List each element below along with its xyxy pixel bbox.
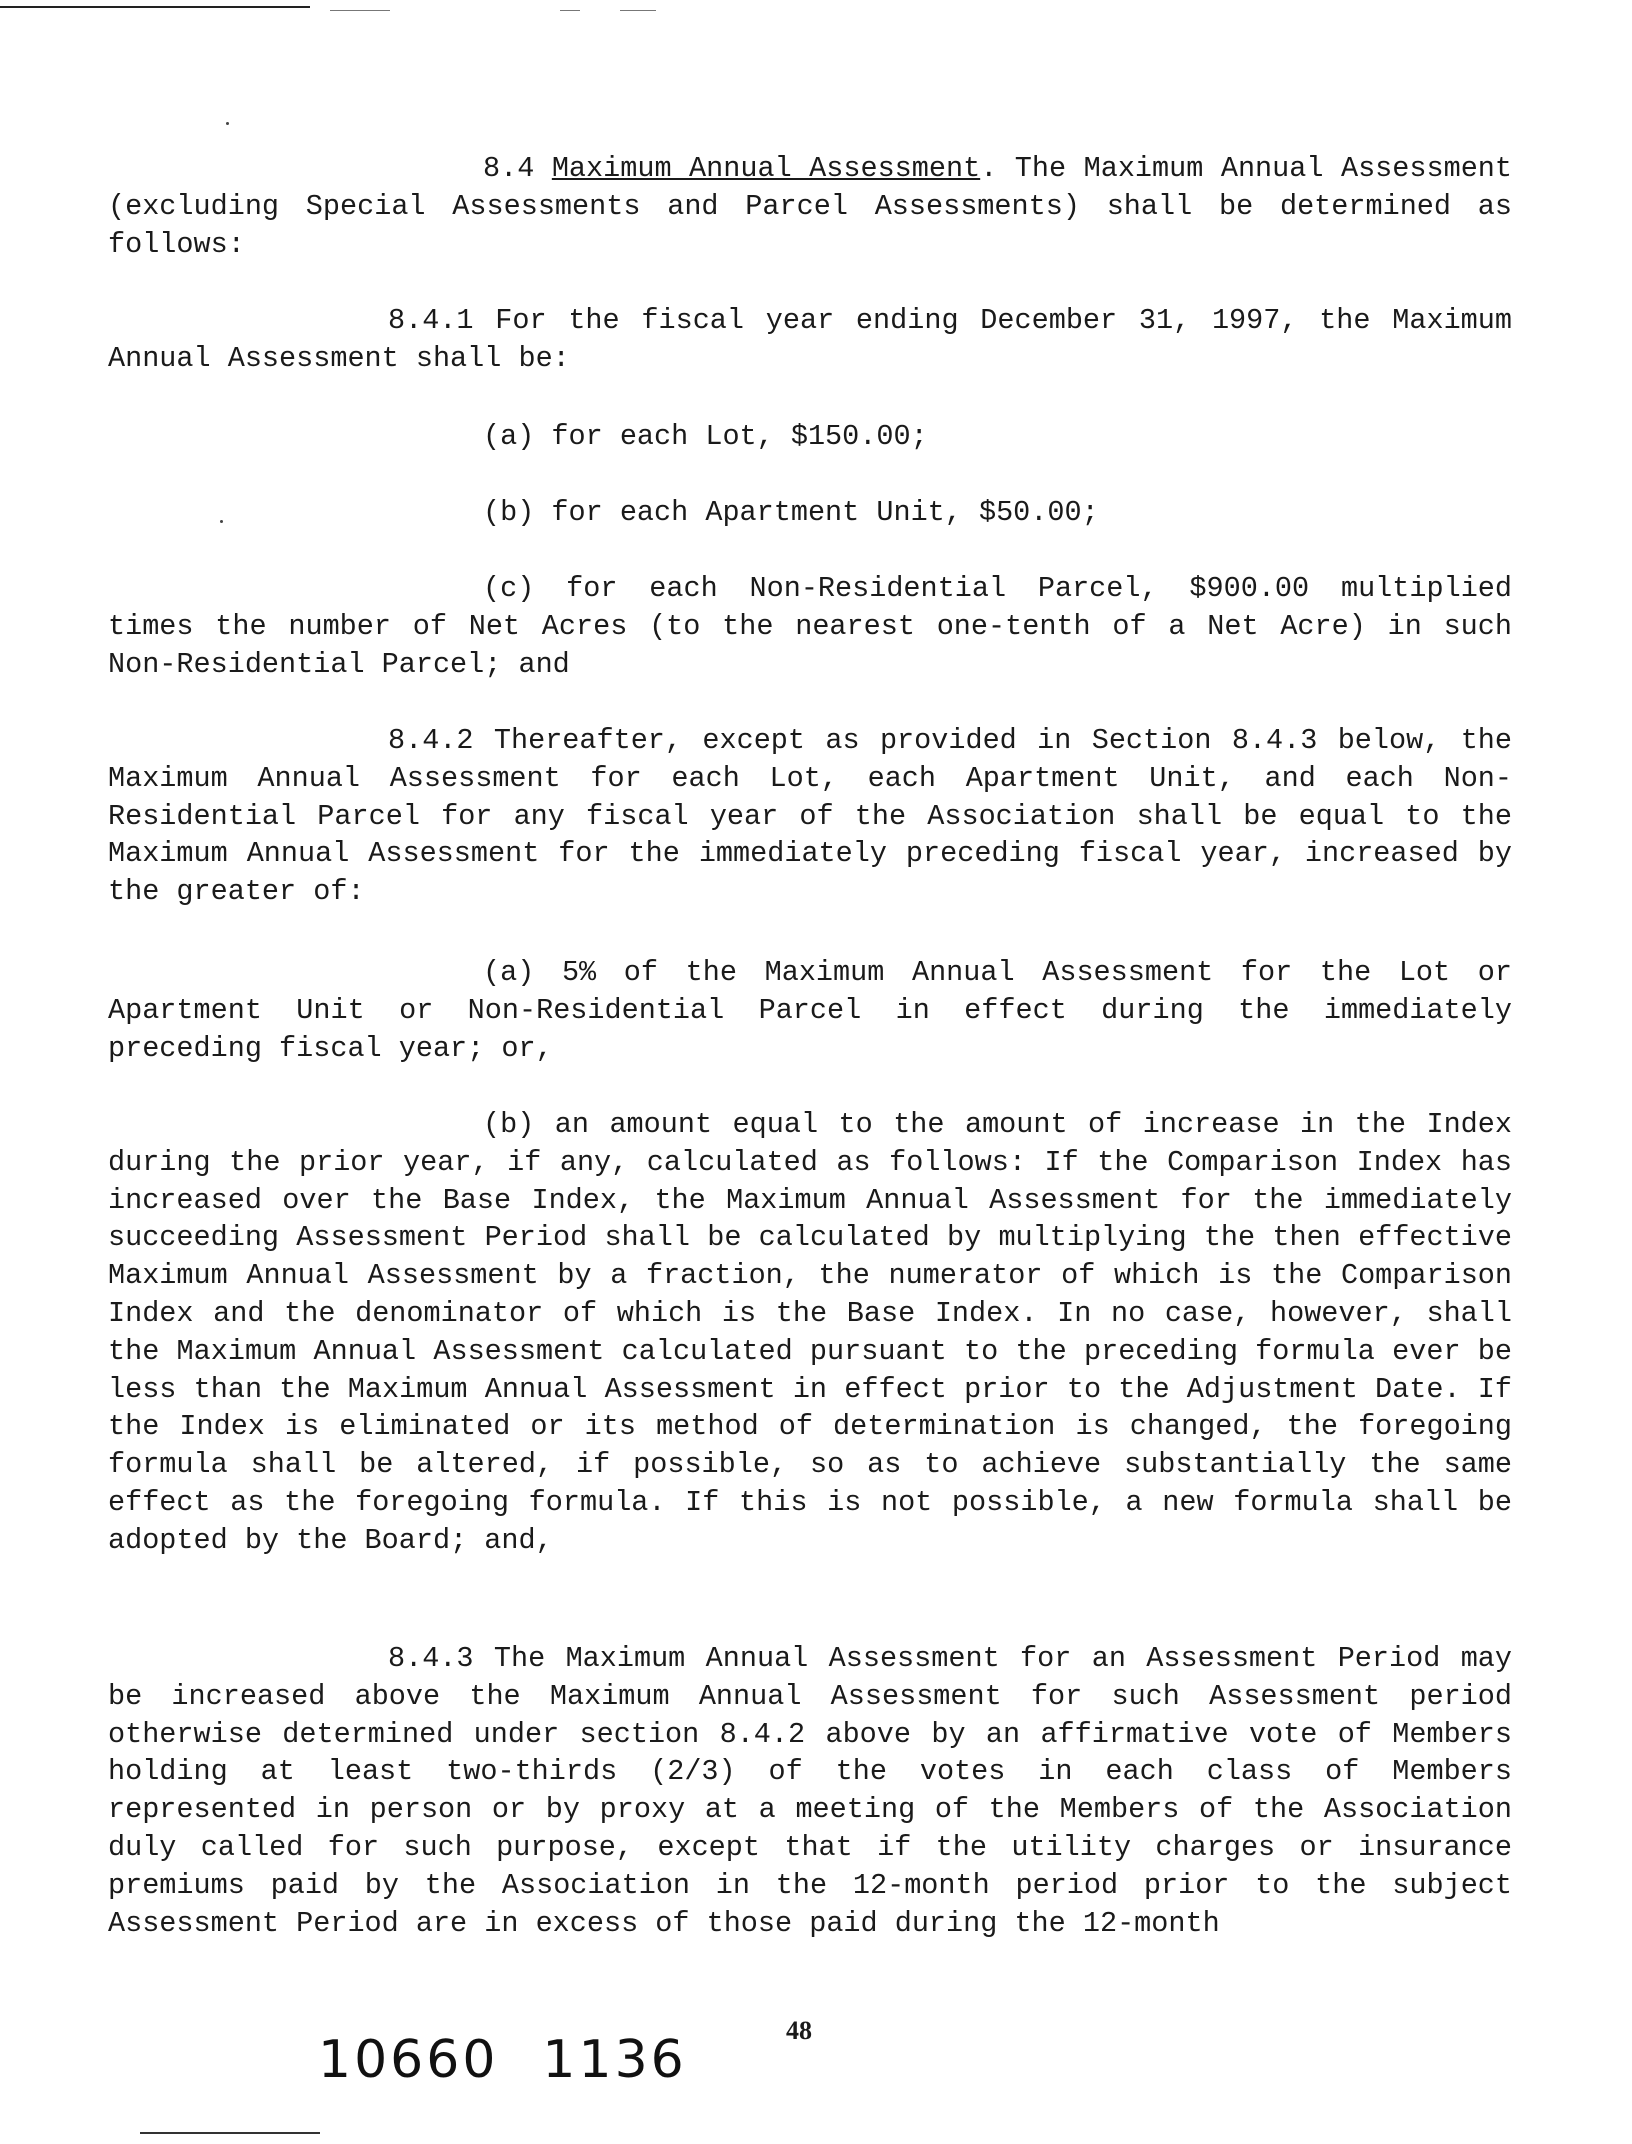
recording-book: 10660: [318, 2030, 499, 2090]
scan-artifact-dash: [560, 10, 580, 11]
section-8-4-2-item-b: (b) an amount equal to the amount of increase in the Index during the prior year, if any, calculated as follows: If the Comparison Index has increased over the Base Index, the Maximum Annual Assessment for the immediately succeeding Assessment Period shall be calculated by multiplying the then effective Maximum Annual Assessment by a fraction, the numerator of which is the Comparison Index and the denominator of which is the Base Index. In no case, however, shall the Maximum Annual Assessment calculated pursuant to the preceding formula ever be less than the Maximum Annual Assessment in effect prior to the Adjustment Date. If the Index is eliminated or its method of determination is changed, the foregoing formula shall be altered, if possible, so as to achieve substantially the same effect as the foregoing formula. If this is not possible, a new formula shall be adopted by the Board; and,: [108, 1108, 1512, 1557]
section-number: 8.4: [483, 152, 535, 185]
section-8-4-1-item-c: (c) for each Non-Residential Parcel, $900.00 multiplied times the number of Net Acres (to the nearest one-tenth of a Net Acre) in such Non-Residential Parcel; and: [108, 572, 1512, 681]
section-8-4-1-item-b: (b) for each Apartment Unit, $50.00;: [483, 496, 1099, 529]
section-8-4-2-intro: 8.4.2 Thereafter, except as provided in Section 8.4.3 below, the Maximum Annual Assessment for each Lot, each Apartment Unit, and each Non-Residential Parcel for any fiscal year of the Association shall be equal to the Maximum Annual Assessment for the immediately preceding fiscal year, increased by the greater of:: [108, 724, 1512, 909]
page-number: 48: [786, 2016, 812, 2045]
section-8-4-paragraph: [108, 150, 1512, 263]
section-heading: Maximum Annual Assessment: [551, 152, 981, 185]
section-8-4-1-item-a: (a) for each Lot, $150.00;: [483, 420, 928, 453]
scan-artifact-dot: [226, 122, 229, 125]
scan-artifact-dash: [620, 10, 656, 11]
scan-artifact-dash: [330, 10, 390, 11]
scan-artifact-line: [0, 6, 310, 8]
recording-page: 1136: [542, 2030, 687, 2090]
scan-artifact-line: [140, 2132, 320, 2134]
section-8-4-1-intro: 8.4.1 For the fiscal year ending December 31, 1997, the Maximum Annual Assessment shall be:: [108, 304, 1512, 375]
section-text: . The Maximum Annual Assessment (excluding Special Assessments and Parcel Assessments) shall be determined as follows:: [108, 152, 1512, 261]
section-8-4-2-item-a: (a) 5% of the Maximum Annual Assessment for the Lot or Apartment Unit or Non-Residential Parcel in effect during the immediately preceding fiscal year; or,: [108, 956, 1512, 1065]
recording-stamp: [318, 2030, 731, 2090]
section-8-4-3-paragraph: 8.4.3 The Maximum Annual Assessment for an Assessment Period may be increased above the Maximum Annual Assessment for such Assessment period otherwise determined under section 8.4.2 above by an affirmative vote of Members holding at least two-thirds (2/3) of the votes in each class of Members represented in person or by proxy at a meeting of the Members of the Association duly called for such purpose, except that if the utility charges or insurance premiums paid by the Association in the 12-month period prior to the subject Assessment Period are in excess of those paid during the 12-month: [108, 1642, 1512, 1940]
